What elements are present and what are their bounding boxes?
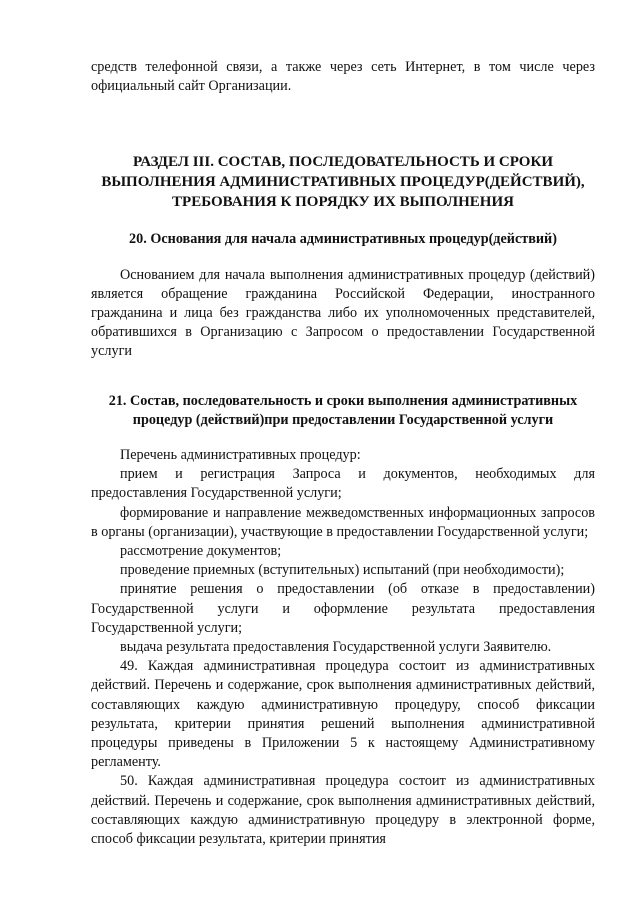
subsection-20-title: 20. Основания для начала административных процедур(действий) bbox=[129, 231, 557, 248]
section-title-line-2: ВЫПОЛНЕНИЯ АДМИНИСТРАТИВНЫХ ПРОЦЕДУР(ДЕЙСТВИЙ), bbox=[101, 174, 585, 191]
section-title-line-3: ТРЕБОВАНИЯ К ПОРЯДКУ ИХ ВЫПОЛНЕНИЯ bbox=[172, 194, 514, 211]
list-item: принятие решения о предоставлении (об отказе в предоставлении) Государственной услуги и оформление результата предоставления Государственной услуги; bbox=[91, 581, 595, 636]
list-item: прием и регистрация Запроса и документов, необходимых для предоставления Государственной услуги; bbox=[91, 466, 595, 502]
list-item: рассмотрение документов; bbox=[120, 543, 282, 560]
subsection-21-body bbox=[91, 446, 595, 849]
spacer bbox=[91, 362, 595, 392]
list-item: выдача результата предоставления Государственной услуги Заявителю. bbox=[120, 639, 552, 656]
paragraph-50: 50. Каждая административная процедура состоит из административных действий. Перечень и содержание, срок выполнения административных действий, составляющих каждую административную процедуру в электронной форме, способ фиксации результата, критерии принятия bbox=[91, 773, 595, 848]
section-title bbox=[91, 152, 595, 212]
paragraph-49: 49. Каждая административная процедура состоит из административных действий. Перечень и содержание, срок выполнения административных действий, составляющих каждую административную процедуру, способ фиксации результата, критерии принятия решений выполнения административной процедуры приведены в Приложении 5 к настоящему Административному регламенту. bbox=[91, 658, 595, 771]
subsection-21-title-line-1: 21. Состав, последовательность и сроки выполнения административных bbox=[108, 392, 578, 409]
list-item: проведение приемных (вступительных) испытаний (при необходимости); bbox=[120, 562, 565, 579]
subsection-21-title-line-2: процедур (действий)при предоставлении Государственной услуги bbox=[132, 411, 554, 428]
section-title-line-1: РАЗДЕЛ III. СОСТАВ, ПОСЛЕДОВАТЕЛЬНОСТЬ И СРОКИ bbox=[132, 154, 554, 171]
spacer bbox=[91, 212, 595, 230]
intro-tail-paragraph: средств телефонной связи, а также через сеть Интернет, в том числе через официальный сайт Организации. bbox=[91, 59, 595, 95]
spacer bbox=[91, 250, 595, 266]
list-item: Перечень административных процедур: bbox=[120, 447, 361, 464]
subsection-21-title bbox=[91, 392, 595, 430]
spacer bbox=[91, 96, 595, 152]
subsection-20-paragraph: Основанием для начала выполнения административных процедур (действий) является обращение гражданина Российской Федерации, иностранного гражданина и лица без гражданства либо их уполномоченных представителей, обратившихся в Организацию с Запросом о предоставлении Государственной услуги bbox=[91, 266, 595, 360]
list-item: формирование и направление межведомственных информационных запросов в органы (организации), участвующие в предоставлении Государственной услуги; bbox=[91, 504, 595, 540]
document-page bbox=[91, 58, 595, 849]
spacer bbox=[91, 430, 595, 446]
